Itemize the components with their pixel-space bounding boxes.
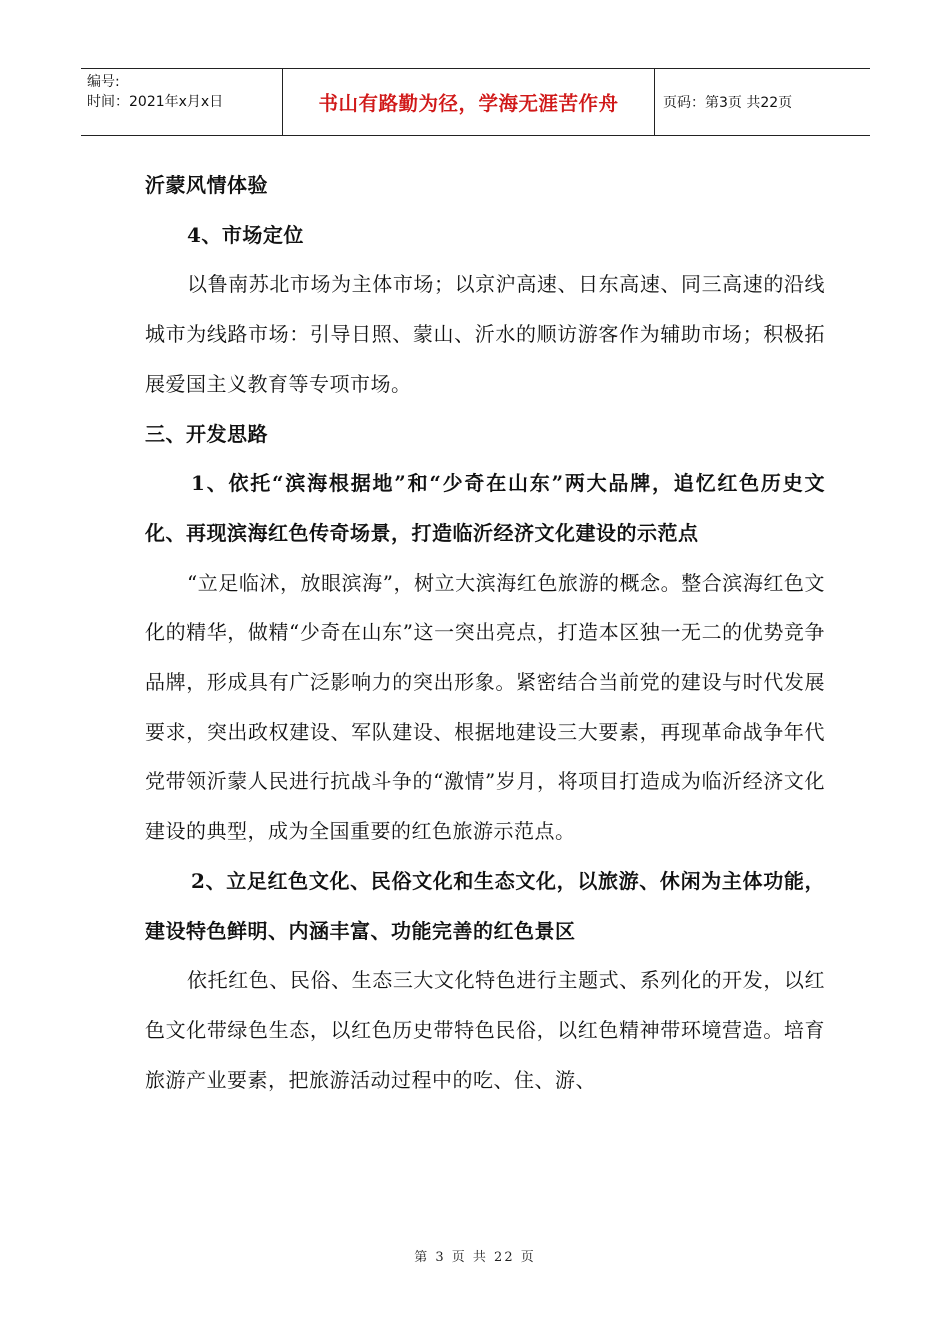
document-time: 时间：2021年x月x日 [87,94,224,110]
header-meta [81,69,283,135]
page-footer: 第 3 页 共 22 页 [414,1250,536,1265]
page-header [81,68,870,136]
subsection-heading-1: 1、依托“滨海根据地”和“少奇在山东”两大品牌，追忆红色历史文化、再现滨海红色传奇场景，打造临沂经济文化建设的示范点 [145,471,825,545]
document-number-label: 编号: [87,74,120,90]
section-heading-development: 三、开发思路 [145,421,268,446]
subsection-heading-2: 2、立足红色文化、民俗文化和生态文化，以旅游、休闲为主体功能，建设特色鲜明、内涵丰富、功能完善的红色景区 [145,868,825,943]
document-body [145,161,825,1105]
header-motto: 书山有路勤为径，学海无涯苦作舟 [283,69,655,135]
subsection-heading-market: 4、市场定位 [187,222,304,247]
section-heading: 沂蒙风情体验 [145,173,268,197]
header-page-info: 页码：第3页 共22页 [663,95,793,111]
paragraph-2: 依托红色、民俗、生态三大文化特色进行主题式、系列化的开发，以红色文化带绿色生态，以红色历史带特色民俗，以红色精神带环境营造。培育旅游产业要素，把旅游活动过程中的吃、住、游、 [145,968,825,1092]
paragraph-market: 以鲁南苏北市场为主体市场；以京沪高速、日东高速、同三高速的沿线城市为线路市场：引导日照、蒙山、沂水的顺访游客作为辅助市场；积极拓展爱国主义教育等专项市场。 [145,272,825,396]
paragraph-1: “立足临沭，放眼滨海”，树立大滨海红色旅游的概念。整合滨海红色文化的精华，做精“少奇在山东”这一突出亮点，打造本区独一无二的优势竞争品牌，形成具有广泛影响力的突出形象。紧密结合当前党的建设与时代发展要求，突出政权建设、军队建设、根据地建设三大要素，再现革命战争年代党带领沂蒙人民进行抗战斗争的“激情”岁月，将项目打造成为临沂经济文化建设的典型，成为全国重要的红色旅游示范点。 [145,570,825,844]
